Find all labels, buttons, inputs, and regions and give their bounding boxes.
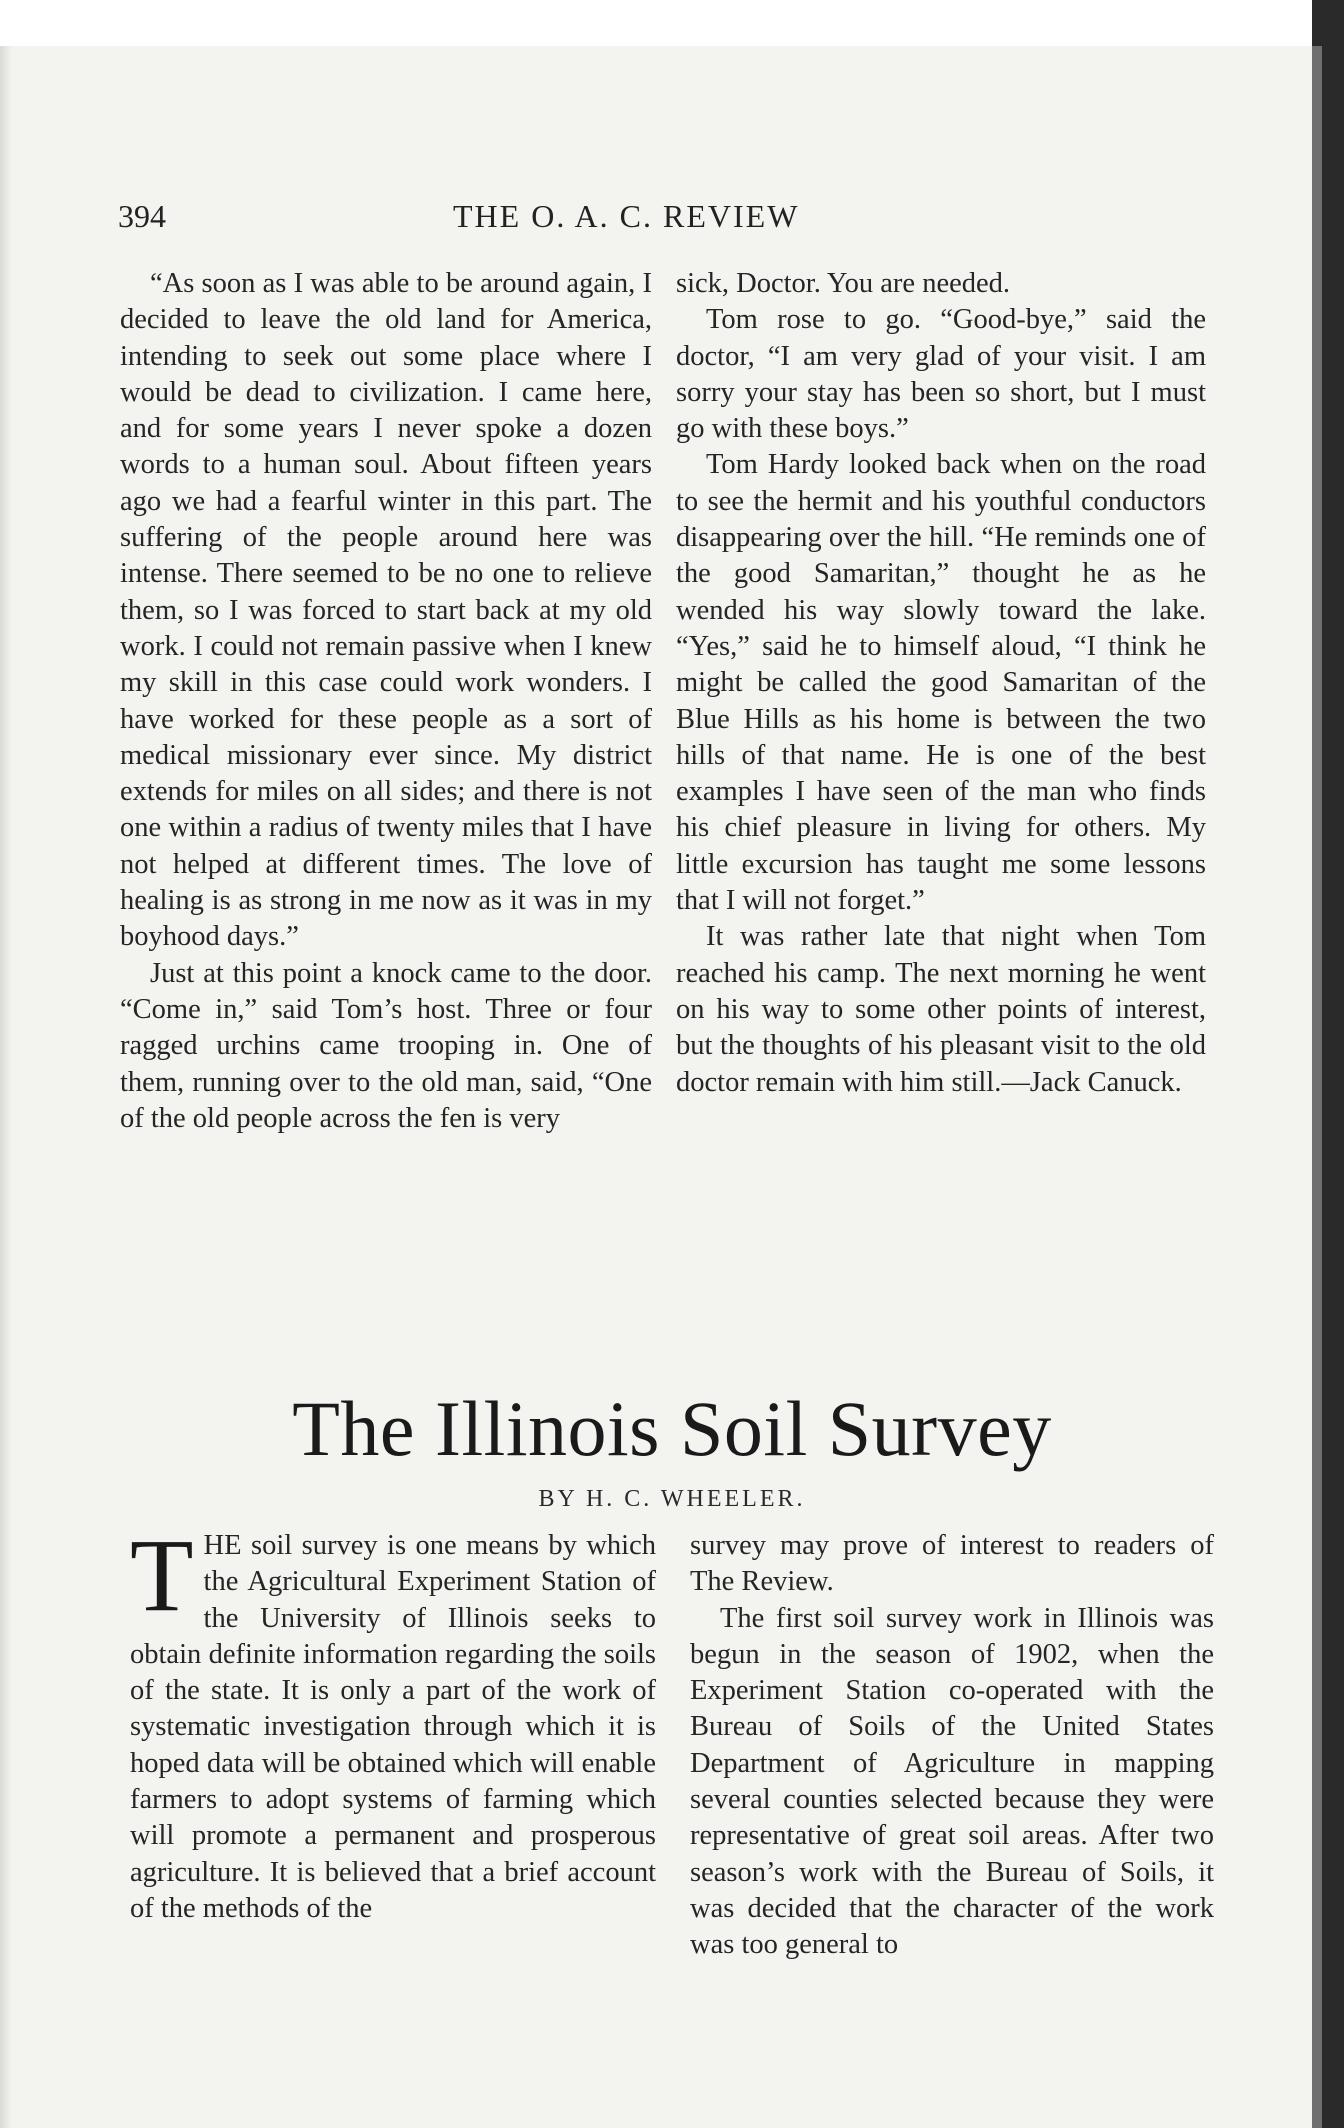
scan-top-margin bbox=[0, 0, 1312, 46]
paragraph: Just at this point a knock came to the door. “Come in,” said Tom’s host. Three or four ragged urchins came trooping in. One of them, running over to the old man, said, “One of the old people across the fen is very bbox=[120, 957, 652, 1134]
paragraph: Tom Hardy looked back when on the road to see the hermit and his youthful conductors disappearing over the hill. “He reminds one of the good Samaritan,” thought he as he wended his way slowly toward the lake. “Yes,” said he to himself aloud, “I think he might be called the good Samaritan of the Blue Hills as his home is between the two hills of that name. He is one of the best examples I have seen of the man who finds his chief pleasure in living for others. My little excursion has taught me some lessons that I will not forget.” bbox=[676, 449, 1206, 917]
page-gutter-shadow bbox=[0, 46, 12, 2128]
paragraph bbox=[130, 1518, 656, 1927]
drop-cap: T bbox=[130, 1518, 194, 1633]
paragraph-text: HE soil survey is one means by which the Agricultural Experiment Station of the University of Illinois seeks to obtain definite information regarding the soils of the state. It is only a part of the work of systematic investigation through which it is hoped data will be obtained which will enable farmers to adopt systems of farming which will promote a permanent and prosperous agriculture. It is believed that a brief account of the methods of the bbox=[130, 1530, 656, 1924]
story-column-left bbox=[120, 266, 652, 1137]
paragraph: It was rather late that night when Tom reached his camp. The next morning he went on his way to some other points of interest, but the thoughts of his pleasant visit to the old doctor remain with him still.—Jack Canuck. bbox=[676, 921, 1206, 1098]
story-column-right bbox=[676, 266, 1206, 1101]
running-title: THE O. A. C. REVIEW bbox=[453, 198, 800, 234]
paragraph: “As soon as I was able to be around again, I decided to leave the old land for America, intending to seek out some place where I would be dead to civilization. I came here, and for some years I never spoke a dozen words to a human soul. About fifteen years ago we had a fearful winter in this part. The suffering of the people around here was intense. There seemed to be no one to relieve them, so I was forced to start back at my old work. I could not remain passive when I knew my skill in this case could work wonders. I have worked for these people as a sort of medical missionary ever since. My district extends for miles on all sides; and there is not one within a radius of twenty miles that I have not helped at different times. The love of healing is as strong in me now as it was in my boyhood days.” bbox=[120, 268, 652, 953]
article-column-left bbox=[130, 1518, 656, 1927]
page-number: 394 bbox=[118, 198, 166, 234]
paragraph: sick, Doctor. You are needed. bbox=[676, 268, 1011, 299]
paragraph: The first soil survey work in Illinois was begun in the season of 1902, when the Experiment Station co-operated with the Bureau of Soils of the United States Department of Agriculture in mapping several counties selected because they were representative of great soil areas. After two season’s work with the Bureau of Soils, it was decided that the character of the work was too general to bbox=[690, 1602, 1214, 1961]
article-column-right bbox=[690, 1528, 1214, 1964]
article-byline: BY H. C. WHEELER. bbox=[538, 1486, 806, 1512]
page-header bbox=[118, 198, 1214, 238]
scan-binding-edge bbox=[1312, 0, 1344, 2128]
paragraph: Tom rose to go. “Good-bye,” said the doctor, “I am very glad of your visit. I am sorry your stay has been so short, but I must go with these boys.” bbox=[676, 304, 1206, 445]
article-title: The Illinois Soil Survey bbox=[292, 1385, 1052, 1472]
paragraph: survey may prove of interest to readers of The Review. bbox=[690, 1530, 1214, 1598]
